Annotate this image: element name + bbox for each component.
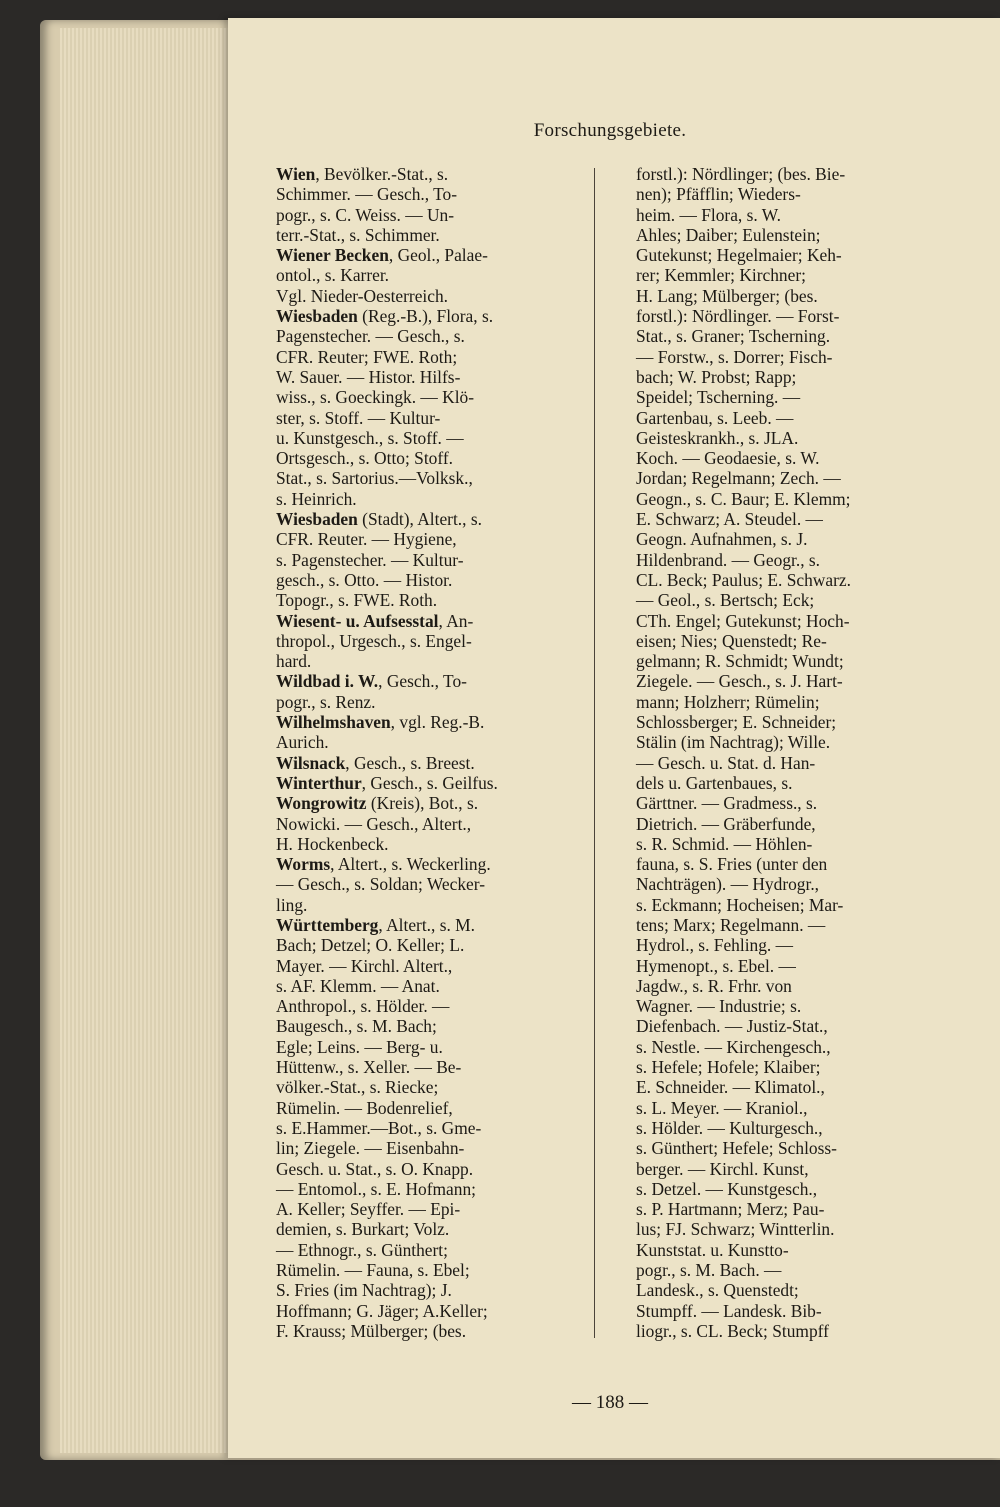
text-line: Geogn. Aufnahmen, s. J. [636,529,808,550]
text-line: Worms, Altert., s. Weckerling. [276,854,491,875]
text-line: Mayer. — Kirchl. Altert., [276,955,453,976]
lemma: Winterthur [276,772,362,793]
text-line: Wien, Bevölker.-Stat., s. [276,164,449,184]
text-line: nen); Pfäfflin; Wieders- [636,184,801,205]
text-line: Jordan; Regelmann; Zech. — [636,468,841,489]
text-line: CFR. Reuter; FWE. Roth; [276,346,458,367]
lemma: Wien [276,164,316,184]
text-line: E. Schneider. — Klimatol., [636,1077,825,1098]
text-line: Topogr., s. FWE. Roth. [276,590,438,611]
text-line: F. Krauss; Mülberger; (bes. [276,1320,467,1341]
text-line: ling. [276,894,308,915]
text-line: Geisteskrankh., s. JLA. [636,427,799,448]
text-line: Egle; Leins. — Berg- u. [276,1036,443,1057]
column-divider [594,168,595,1338]
text-line: H. Lang; Mülberger; (bes. [636,285,818,306]
text-line: wiss., s. Goeckingk. — Klö- [276,387,475,408]
text-line: Rümelin. — Bodenrelief, [276,1097,453,1118]
text-line: demien, s. Burkart; Volz. [276,1219,450,1240]
text-line: s. Hefele; Hofele; Klaiber; [636,1057,821,1078]
text-line: Diefenbach. — Justiz-Stat., [636,1016,828,1037]
text-line: Schlossberger; E. Schneider; [636,712,837,733]
text-line: terr.-Stat., s. Schimmer. [276,224,440,245]
text-line: A. Keller; Seyffer. — Epi- [276,1199,461,1220]
text-line: gesch., s. Otto. — Histor. [276,569,453,590]
text-line: bach; W. Probst; Rapp; [636,366,797,387]
text-line: S. Fries (im Nachtrag); J. [276,1280,452,1301]
page-number: — 188 — [572,1392,648,1413]
text-line: s. Hölder. — Kulturgesch., [636,1117,823,1138]
text-line: eisen; Nies; Quenstedt; Re- [636,630,827,651]
text-line: Koch. — Geodaesie, s. W. [636,448,820,469]
lemma: Württemberg [276,914,379,935]
text-line: s. Günthert; Hefele; Schloss- [636,1138,837,1159]
text-line: forstl.): Nördlinger; (bes. Bie- [636,164,846,184]
lemma: Wiesent- u. Aufsesstal [276,610,439,631]
text-line: CL. Beck; Paulus; E. Schwarz. [636,569,851,590]
text-line: völker.-Stat., s. Riecke; [276,1077,439,1098]
text-line: Gutekunst; Hegelmaier; Keh- [636,245,842,266]
text-line: Hildenbrand. — Geogr., s. [636,549,821,570]
text-line: Wildbad i. W., Gesch., To- [276,671,467,692]
text-line: s. E.Hammer.—Bot., s. Gme- [276,1117,482,1138]
text-line: s. AF. Klemm. — Anat. [276,975,440,996]
text-line: pogr., s. M. Bach. — [636,1260,782,1281]
text-line: Wiesbaden (Reg.-B.), Flora, s. [276,306,494,327]
lemma: Wilhelmshaven [276,712,391,733]
text-line: Anthropol., s. Hölder. — [276,996,450,1017]
text-line: Geogn., s. C. Baur; E. Klemm; [636,488,851,509]
text-line: Kunststat. u. Kunstto- [636,1239,789,1260]
text-line: hard. [276,651,312,672]
text-line: Pagenstecher. — Gesch., s. [276,326,465,347]
text-line: — Entomol., s. E. Hofmann; [276,1178,476,1199]
text-line: s. P. Hartmann; Merz; Pau- [636,1199,825,1220]
page [228,18,1000,1458]
text-line: Jagdw., s. R. Frhr. von [636,975,792,996]
text-line: Stat., s. Sartorius.—Volksk., [276,468,473,489]
right-column [636,164,938,1341]
text-line: Vgl. Nieder-Oesterreich. [276,285,449,306]
text-line: ster, s. Stoff. — Kultur- [276,407,441,428]
text-line: Bach; Detzel; O. Keller; L. [276,935,465,956]
text-line: Schimmer. — Gesch., To- [276,184,458,205]
text-line: — Gesch. u. Stat. d. Han- [636,752,816,773]
text-line: H. Hockenbeck. [276,833,389,854]
text-line: tens; Marx; Regelmann. — [636,914,826,935]
text-line: Landesk., s. Quenstedt; [636,1280,799,1301]
text-line: Stat., s. Graner; Tscherning. [636,326,831,347]
text-line: ontol., s. Karrer. [276,265,390,286]
text-line: Baugesch., s. M. Bach; [276,1016,437,1037]
text-line: Hydrol., s. Fehling. — [636,935,793,956]
text-line: Wiesbaden (Stadt), Altert., s. [276,509,482,530]
text-line: forstl.): Nördlinger. — Forst- [636,306,840,327]
lemma: Wiener Becken [276,245,389,266]
text-line: Hymenopt., s. Ebel. — [636,955,796,976]
text-line: s. Detzel. — Kunstgesch., [636,1178,818,1199]
text-line: Wiener Becken, Geol., Palae- [276,245,488,266]
text-line: — Geol., s. Bertsch; Eck; [636,590,815,611]
left-column [276,164,578,1341]
text-line: u. Kunstgesch., s. Stoff. — [276,427,464,448]
text-line: Ahles; Daiber; Eulenstein; [636,224,821,245]
lemma: Worms [276,854,331,875]
text-line: s. Nestle. — Kirchengesch., [636,1036,831,1057]
text-line: s. Heinrich. [276,488,357,509]
text-line: — Forstw., s. Dorrer; Fisch- [636,346,833,367]
text-line: heim. — Flora, s. W. [636,204,781,225]
text-line: Rümelin. — Fauna, s. Ebel; [276,1260,470,1281]
text-line: Dietrich. — Gräberfunde, [636,813,816,834]
lemma: Wilsnack [276,752,346,773]
text-line: Nachträgen). — Hydrogr., [636,874,820,895]
text-line: Ziegele. — Gesch., s. J. Hart- [636,671,843,692]
text-line: Nowicki. — Gesch., Altert., [276,813,472,834]
text-line: pogr., s. Renz. [276,691,376,712]
text-line: Stälin (im Nachtrag); Wille. [636,732,831,753]
text-line: s. Eckmann; Hocheisen; Mar- [636,894,844,915]
text-line: lin; Ziegele. — Eisenbahn- [276,1138,465,1159]
text-line: pogr., s. C. Weiss. — Un- [276,204,454,225]
text-line: s. L. Meyer. — Kraniol., [636,1097,808,1118]
text-line: fauna, s. S. Fries (unter den [636,854,828,875]
text-line: — Gesch., s. Soldan; Wecker- [276,874,485,895]
text-line: Wagner. — Industrie; s. [636,996,802,1017]
lemma: Wiesbaden [276,306,358,327]
text-line: Winterthur, Gesch., s. Geilfus. [276,772,498,793]
text-line: liogr., s. CL. Beck; Stumpff [636,1320,829,1341]
text-line: Gesch. u. Stat., s. O. Knapp. [276,1158,474,1179]
text-line: Wilhelmshaven, vgl. Reg.-B. [276,712,485,733]
text-line: Württemberg, Altert., s. M. [276,914,475,935]
text-line: Wilsnack, Gesch., s. Breest. [276,752,475,773]
text-line: Speidel; Tscherning. — [636,387,801,408]
text-line: — Ethnogr., s. Günthert; [276,1239,448,1260]
text-line: CTh. Engel; Gutekunst; Hoch- [636,610,850,631]
text-line: berger. — Kirchl. Kunst, [636,1158,809,1179]
text-line: W. Sauer. — Histor. Hilfs- [276,366,461,387]
lemma: Wongrowitz [276,793,367,814]
text-line: Wiesent- u. Aufsesstal, An- [276,610,474,631]
text-line: E. Schwarz; A. Steudel. — [636,509,823,530]
text-line: rer; Kemmler; Kirchner; [636,265,806,286]
text-line: thropol., Urgesch., s. Engel- [276,630,472,651]
lemma: Wildbad i. W. [276,671,379,692]
text-line: Hoffmann; G. Jäger; A.Keller; [276,1300,488,1321]
text-line: dels u. Gartenbaues, s. [636,772,793,793]
lemma: Wiesbaden [276,509,358,530]
text-line: Aurich. [276,732,329,753]
text-line: Gartenbau, s. Leeb. — [636,407,794,428]
text-line: Ortsgesch., s. Otto; Stoff. [276,448,453,469]
text-line: gelmann; R. Schmidt; Wundt; [636,651,844,672]
text-line: s. R. Schmid. — Höhlen- [636,833,813,854]
page-header: Forschungsgebiete. [533,120,687,141]
text-line: Gärttner. — Gradmess., s. [636,793,818,814]
text-line: Hüttenw., s. Xeller. — Be- [276,1057,462,1078]
text-line: Wongrowitz (Kreis), Bot., s. [276,793,479,814]
text-line: CFR. Reuter. — Hygiene, [276,529,457,550]
text-line: lus; FJ. Schwarz; Wintterlin. [636,1219,835,1240]
text-line: mann; Holzherr; Rümelin; [636,691,820,712]
text-line: Stumpff. — Landesk. Bib- [636,1300,822,1321]
text-line: s. Pagenstecher. — Kultur- [276,549,464,570]
